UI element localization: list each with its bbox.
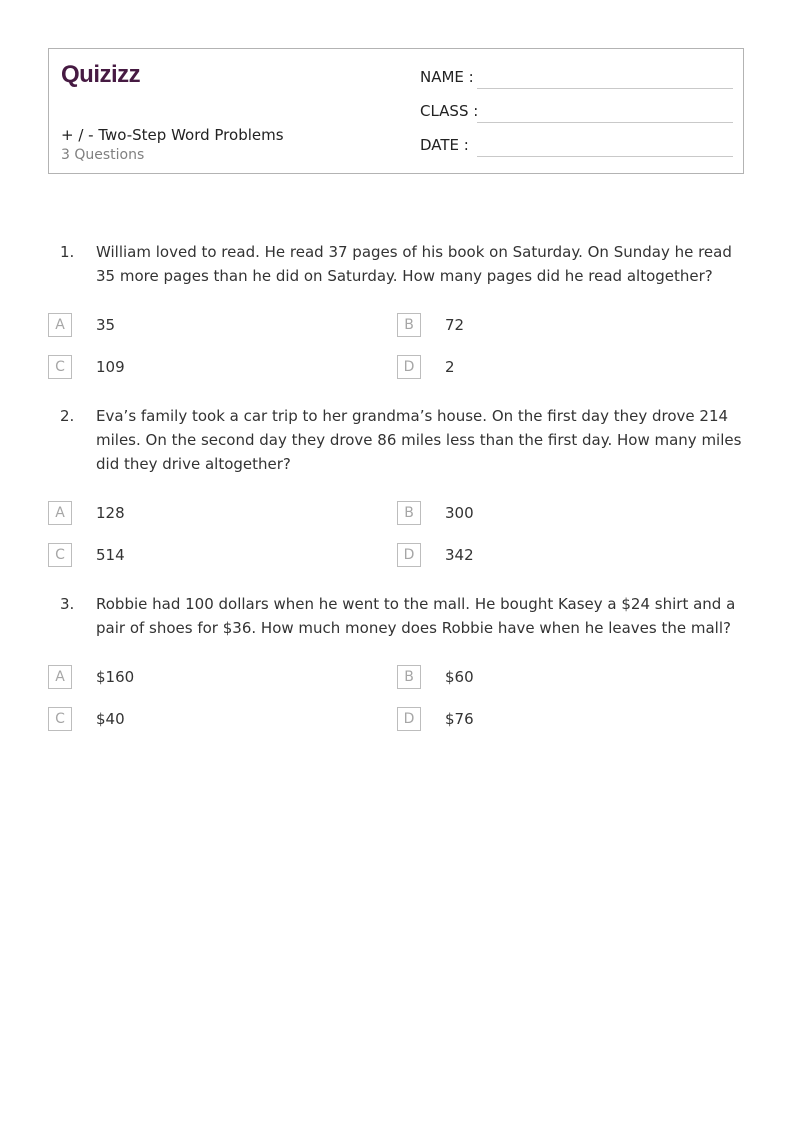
worksheet-title: + / - Two-Step Word Problems	[61, 126, 284, 144]
question-count: 3 Questions	[61, 147, 145, 163]
option-c[interactable]	[48, 543, 348, 567]
name-line[interactable]	[477, 88, 733, 89]
quizizz-logo-mark	[61, 59, 153, 89]
option-text: 35	[96, 316, 116, 334]
option-b[interactable]	[397, 313, 697, 337]
question-number: 3.	[60, 595, 75, 613]
question-text: Eva’s family took a car trip to her grandma’s house. On the first day they drove 214 miles. On the second day they drove 86 miles less than the first day. How many miles did they drive altogether?	[96, 407, 742, 473]
option-d[interactable]	[397, 543, 697, 567]
option-d[interactable]	[397, 355, 697, 379]
date-line[interactable]	[477, 156, 733, 157]
option-b[interactable]	[397, 665, 697, 689]
class-label: CLASS :	[420, 102, 479, 120]
question-number: 1.	[60, 243, 75, 261]
question-number: 2.	[60, 407, 75, 425]
option-text: 2	[445, 358, 455, 376]
option-b[interactable]	[397, 501, 697, 525]
option-letter-box[interactable]: D	[397, 543, 421, 567]
svg-text:Quizizz: Quizizz	[61, 61, 141, 88]
class-line[interactable]	[477, 122, 733, 123]
date-label: DATE :	[420, 136, 469, 154]
option-d[interactable]	[397, 707, 697, 731]
option-text: 342	[445, 546, 474, 564]
option-a[interactable]	[48, 501, 348, 525]
option-letter-box[interactable]: B	[397, 665, 421, 689]
option-text: 128	[96, 504, 125, 522]
question-text: Robbie had 100 dollars when he went to the mall. He bought Kasey a $24 shirt and a pair of shoes for $36. How much money does Robbie have when he leaves the mall?	[96, 595, 736, 637]
option-text: 109	[96, 358, 125, 376]
option-text: 72	[445, 316, 465, 334]
name-label: NAME :	[420, 68, 474, 86]
option-a[interactable]	[48, 665, 348, 689]
option-c[interactable]	[48, 355, 348, 379]
option-text: 300	[445, 504, 474, 522]
worksheet-header	[48, 48, 744, 174]
quizizz-logo	[61, 59, 153, 93]
option-a[interactable]	[48, 313, 348, 337]
option-text: $76	[445, 710, 474, 728]
name-field[interactable]	[420, 68, 733, 90]
date-field[interactable]	[420, 136, 733, 158]
option-letter-box[interactable]: B	[397, 501, 421, 525]
option-letter-box[interactable]: C	[48, 543, 72, 567]
option-letter-box[interactable]: A	[48, 665, 72, 689]
option-letter-box[interactable]: C	[48, 707, 72, 731]
option-letter-box[interactable]: D	[397, 707, 421, 731]
question-text: William loved to read. He read 37 pages of his book on Saturday. On Sunday he read 35 more pages than he did on Saturday. How many pages did he read altogether?	[96, 243, 732, 285]
option-letter-box[interactable]: B	[397, 313, 421, 337]
option-letter-box[interactable]: A	[48, 501, 72, 525]
option-text: 514	[96, 546, 125, 564]
option-c[interactable]	[48, 707, 348, 731]
option-letter-box[interactable]: A	[48, 313, 72, 337]
class-field[interactable]	[420, 102, 733, 124]
option-letter-box[interactable]: D	[397, 355, 421, 379]
option-text: $60	[445, 668, 474, 686]
option-text: $160	[96, 668, 135, 686]
option-text: $40	[96, 710, 125, 728]
option-letter-box[interactable]: C	[48, 355, 72, 379]
